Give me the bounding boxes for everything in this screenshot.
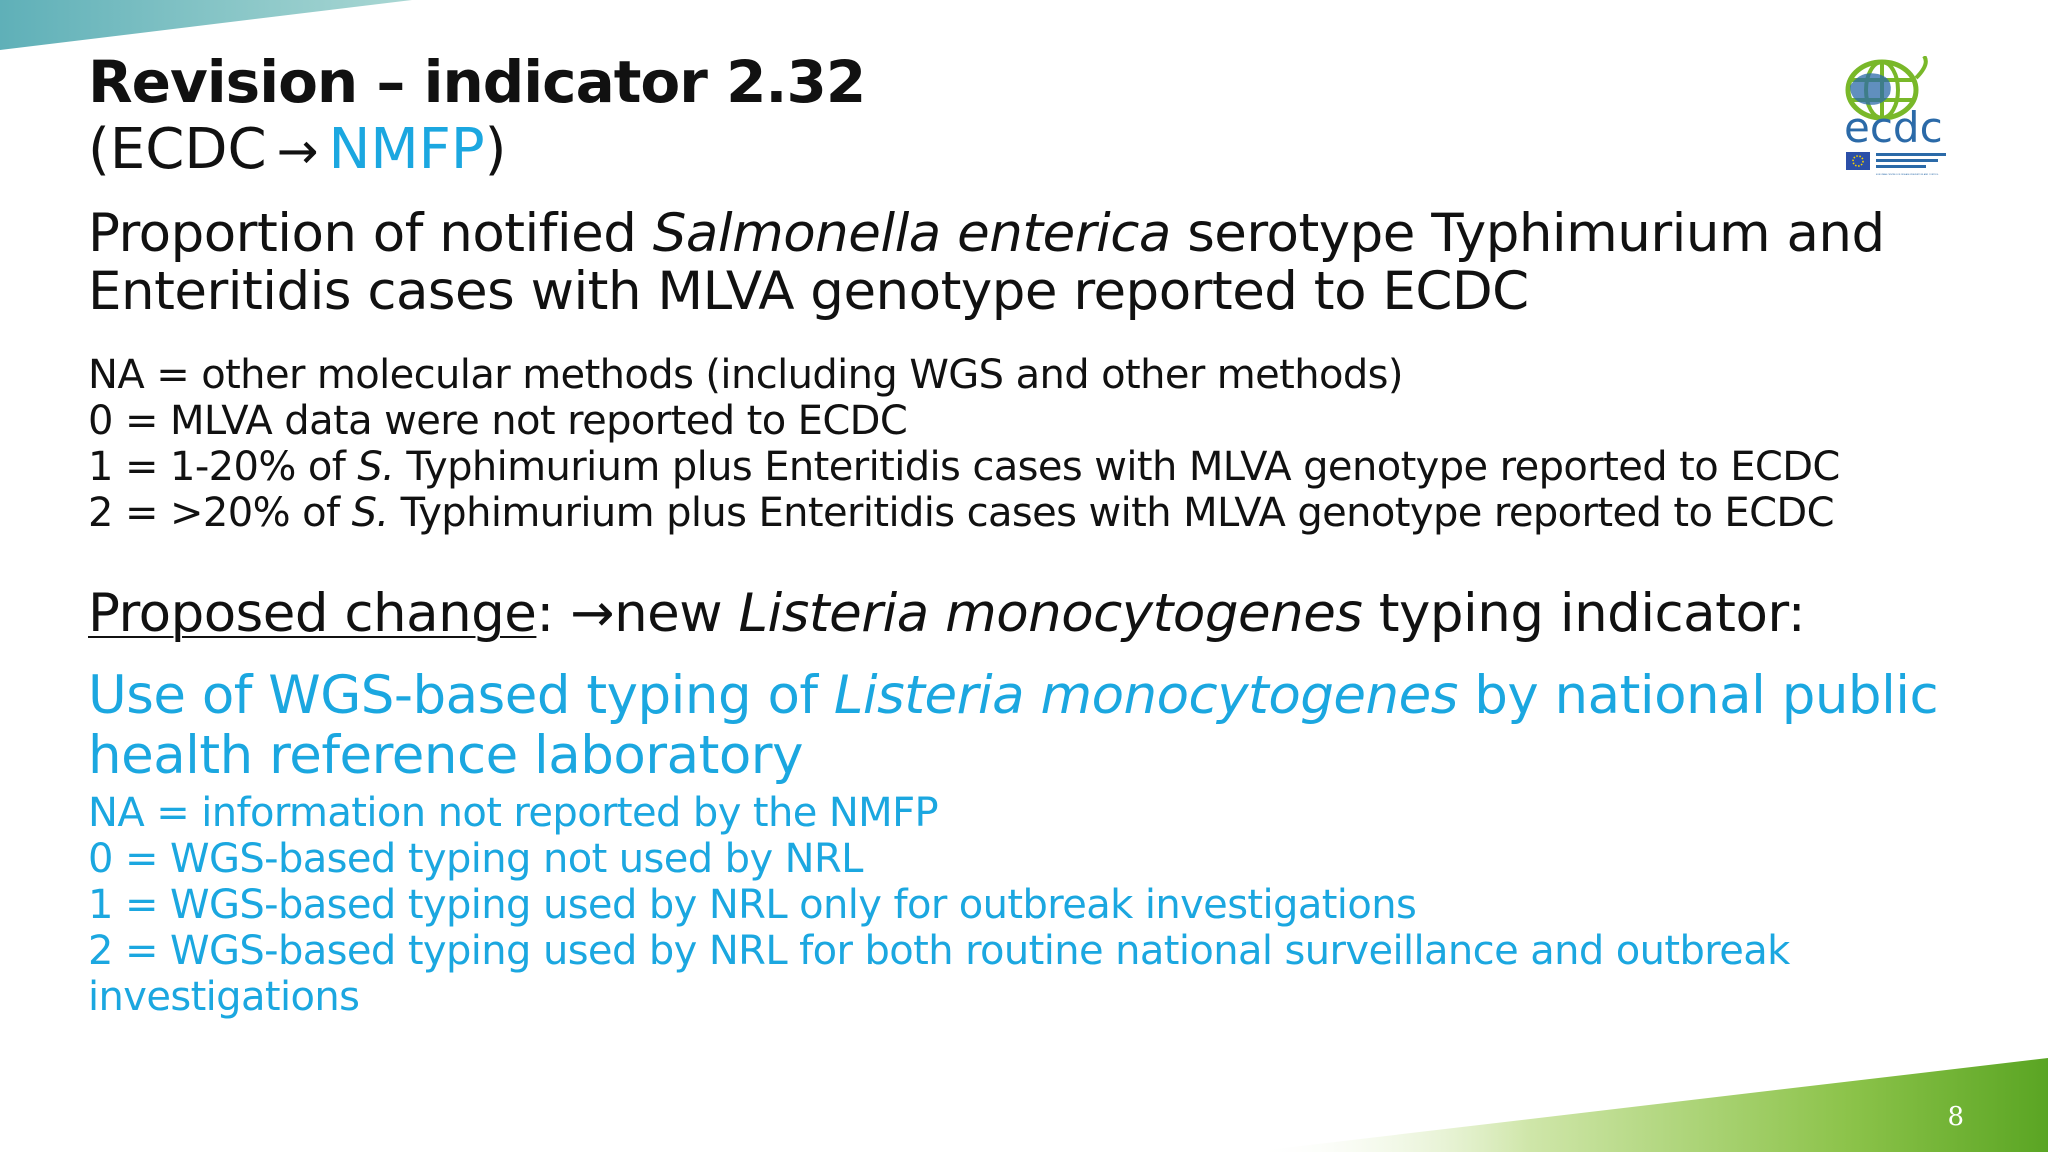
indicator-species: Salmonella enterica [652,203,1171,264]
indicator-line-2: Enteritidis cases with MLVA genotype reported to ECDC [88,261,1529,322]
arrow-icon: → [570,583,615,644]
new-indicator-line-2: health reference laboratory [88,725,803,786]
new-scale-item-2: 2 = WGS-based typing used by NRL for both routine national surveillance and outbreak [88,928,1790,974]
arrow-icon: → [276,122,319,180]
logo-wordmark: ecdc [1844,103,1943,152]
scale-2-species: S. [351,490,389,536]
scale-2-text-b: Typhimurium plus Enteritidis cases with MLVA genotype reported to ECDC [388,490,1834,536]
scale-item-na: NA = other molecular methods (including WGS and other methods) [88,352,1403,398]
new-indicator-description [88,666,1938,786]
proposed-species: Listeria monocytogenes [738,583,1363,644]
indicator-line-1 [88,205,1885,263]
eu-flag-icon [1846,152,1870,170]
scale-1-species: S. [357,444,395,490]
subtitle-close: ) [484,117,507,182]
new-scale-item-2-cont: investigations [88,974,360,1020]
indicator-description [88,205,1885,321]
indicator-text-a: Proportion of notified [88,203,653,264]
subtitle-target: NMFP [328,117,485,182]
new-scale-item-0: 0 = WGS-based typing not used by NRL [88,836,863,882]
new-indicator-text-b: by national public [1457,665,1939,726]
new-indicator-species: Listeria monocytogenes [833,665,1458,726]
page-number: 8 [1947,1102,1964,1132]
scale-1-text-a: 1 = 1-20% of [88,444,358,490]
ecdc-logo [1820,56,1970,176]
proposed-change [88,584,1805,644]
new-scale-item-na: NA = information not reported by the NMFP [88,790,939,836]
slide-title: Revision – indicator 2.32 [88,48,866,116]
new-indicator-line-1 [88,666,1938,726]
subtitle-open: (ECDC [88,117,267,182]
new-scale-item-1: 1 = WGS-based typing used by NRL only for outbreak investigations [88,882,1417,928]
new-scale-list [88,790,1790,1020]
indicator-text-b: serotype Typhimurium and [1170,203,1885,264]
scale-1-text-b: Typhimurium plus Enteritidis cases with MLVA genotype reported to ECDC [394,444,1840,490]
slide-subtitle [88,116,507,185]
scale-2-text-a: 2 = >20% of [88,490,352,536]
proposed-label: Proposed change [88,583,537,644]
logo-subtext: EUROPEAN CENTRE FOR DISEASE PREVENTION AND CONTROL [1876,174,1939,176]
scale-item-0: 0 = MLVA data were not reported to ECDC [88,398,908,444]
proposed-text-a: new [614,583,739,644]
new-indicator-text-a: Use of WGS-based typing of [88,665,834,726]
proposed-text-b: typing indicator: [1362,583,1806,644]
scale-item-2 [88,490,1840,536]
scale-list [88,352,1840,536]
scale-item-1 [88,444,1840,490]
proposed-colon: : [536,583,571,644]
